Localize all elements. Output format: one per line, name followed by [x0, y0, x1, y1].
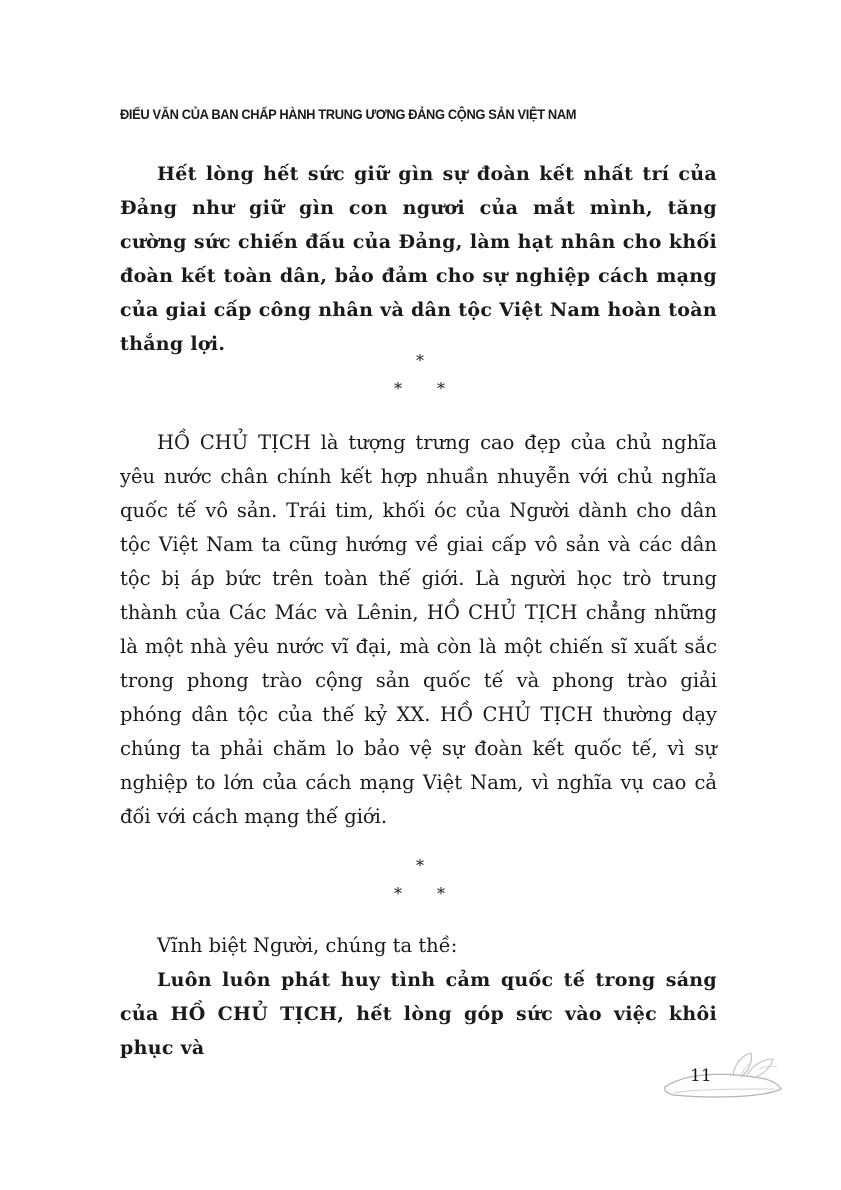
- running-header: ĐIẾU VĂN CỦA BAN CHẤP HÀNH TRUNG ƯƠNG ĐẢNG CỘNG SẢN VIỆT NAM: [120, 106, 577, 122]
- separator-star: *: [394, 884, 402, 903]
- separator-star: *: [416, 351, 424, 370]
- section-separator-1: [380, 351, 460, 401]
- separator-star: *: [437, 379, 445, 398]
- section-separator-2: [380, 856, 460, 906]
- lotus-ornament-icon: [655, 1045, 785, 1105]
- separator-star: *: [394, 379, 402, 398]
- page-number: 11: [690, 1066, 712, 1086]
- paragraph-oath-international: Luôn luôn phát huy tình cảm quốc tế trong sáng của HỒ CHỦ TỊCH, hết lòng góp sức vào việc khôi phục và: [120, 969, 717, 1059]
- paragraph-internationalism: HỒ CHỦ TỊCH là tượng trưng cao đẹp của chủ nghĩa yêu nước chân chính kết hợp nhuần nhuyễn với chủ nghĩa quốc tế vô sản. Trái tim, khối óc của Người dành cho dân tộc Việt Nam ta cũng hướng về giai cấp vô sản và các dân tộc bị áp bức trên toàn thế giới. Là người học trò trung thành của Các Mác và Lênin, HỒ CHỦ TỊCH chẳng những là một nhà yêu nước vĩ đại, mà còn là một chiến sĩ xuất sắc trong phong trào cộng sản quốc tế và phong trào giải phóng dân tộc của thế kỷ XX. HỒ CHỦ TỊCH thường dạy chúng ta phải chăm lo bảo vệ sự đoàn kết quốc tế, vì sự nghiệp to lớn của cách mạng Việt Nam, vì nghĩa vụ cao cả đối với cách mạng thế giới.: [120, 431, 717, 828]
- separator-star: *: [437, 884, 445, 903]
- paragraph-oath-unity: Hết lòng hết sức giữ gìn sự đoàn kết nhất trí của Đảng như giữ gìn con ngươi của mắt mình, tăng cường sức chiến đấu của Đảng, làm hạt nhân cho khối đoàn kết toàn dân, bảo đảm cho sự nghiệp cách mạng của giai cấp công nhân và dân tộc Việt Nam hoàn toàn thắng lợi.: [120, 163, 717, 355]
- separator-star: *: [416, 856, 424, 875]
- paragraph-farewell: Vĩnh biệt Người, chúng ta thề:: [157, 934, 458, 957]
